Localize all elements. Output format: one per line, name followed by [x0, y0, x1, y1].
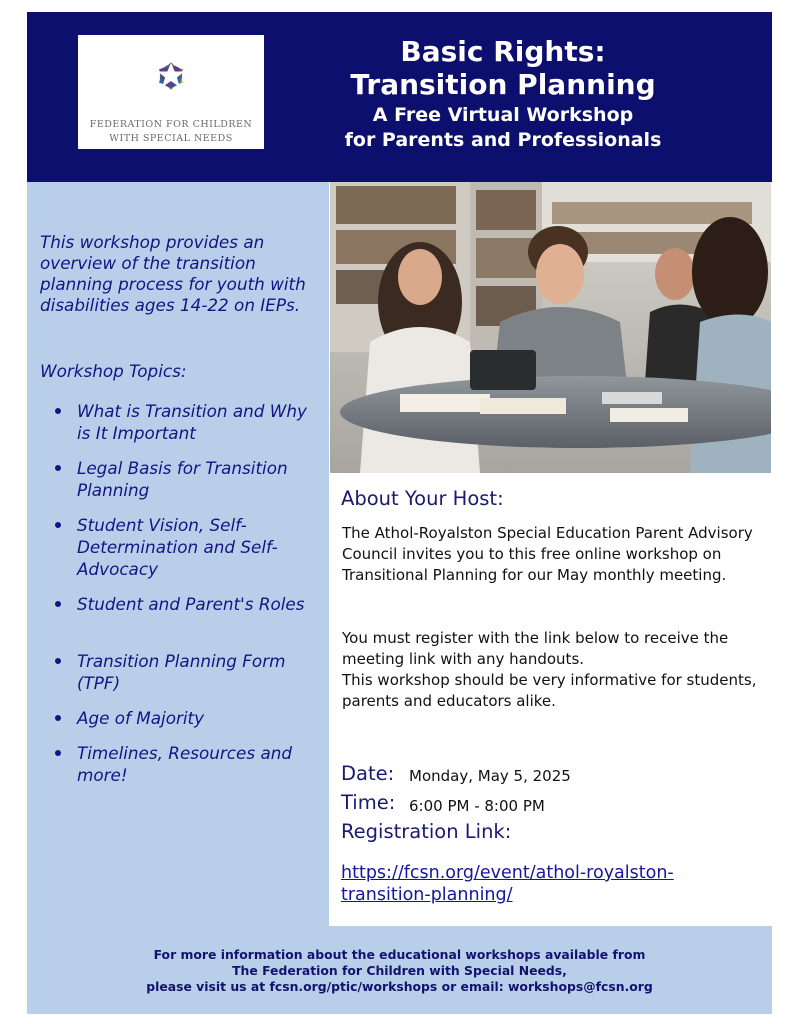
- about-host-heading: About Your Host:: [341, 487, 504, 510]
- logo-text-line2: WITH SPECIAL NEEDS: [109, 133, 233, 144]
- logo-text-line1: FEDERATION FOR CHILDREN: [89, 119, 253, 130]
- subtitle-line1: A Free Virtual Workshop: [372, 104, 634, 126]
- bullet-icon: [55, 601, 61, 607]
- bullet-icon: [55, 408, 61, 414]
- subtitle-line2: for Parents and Professionals: [344, 129, 662, 151]
- heart-star-logo-icon: [134, 39, 208, 113]
- bullet-icon: [55, 715, 61, 721]
- students-library-photo: [330, 182, 771, 473]
- date-label: Date:: [341, 762, 395, 785]
- title-line1: Basic Rights:: [400, 35, 606, 68]
- footer-line3: please visit us at fcsn.org/ptic/workshops or email: workshops@fcsn.org: [146, 979, 653, 994]
- workshop-intro: This workshop provides an overview of the transition planning process for youth with disabilities ages 14-22 on IEPs.: [40, 232, 306, 315]
- header-banner: [27, 12, 772, 182]
- registration-link[interactable]: https://fcsn.org/event/athol-royalston-transition-planning/: [341, 863, 674, 905]
- workshop-overview-panel: [27, 182, 329, 926]
- topic-text: Age of Majority: [77, 708, 205, 728]
- topic-text: Legal Basis for Transition Planning: [77, 458, 288, 500]
- registration-note: You must register with the link below to receive the meeting link with any handouts.: [342, 629, 729, 668]
- time-value: 6:00 PM - 8:00 PM: [409, 797, 545, 815]
- title-line2: Transition Planning: [350, 68, 656, 101]
- students-library-image: [330, 182, 771, 473]
- topic-text: Student and Parent's Roles: [77, 594, 305, 614]
- bullet-icon: [55, 522, 61, 528]
- bullet-icon: [55, 465, 61, 471]
- date-value: Monday, May 5, 2025: [409, 767, 571, 785]
- footer-line2: The Federation for Children with Special Needs,: [232, 963, 567, 978]
- registration-label: Registration Link:: [341, 820, 512, 843]
- time-label: Time:: [341, 791, 396, 814]
- topic-text: Timelines, Resources and more!: [77, 743, 293, 785]
- topics-heading: Workshop Topics:: [40, 361, 187, 381]
- bullet-icon: [55, 658, 61, 664]
- fcsn-logo: [78, 35, 264, 149]
- topic-text: What is Transition and Why is It Important: [77, 401, 307, 443]
- audience-note: This workshop should be very informative for students, parents and educators alike.: [342, 671, 757, 710]
- topic-text: Transition Planning Form (TPF): [77, 651, 286, 693]
- topic-text: Student Vision, Self-Determination and Self-Advocacy: [77, 515, 278, 579]
- footer-banner: [27, 926, 772, 1014]
- bullet-icon: [55, 750, 61, 756]
- host-description: The Athol-Royalston Special Education Parent Advisory Council invites you to this free online workshop on Transitional Planning for our May monthly meeting.: [342, 524, 753, 584]
- footer-line1: For more information about the educational workshops available from: [153, 947, 646, 962]
